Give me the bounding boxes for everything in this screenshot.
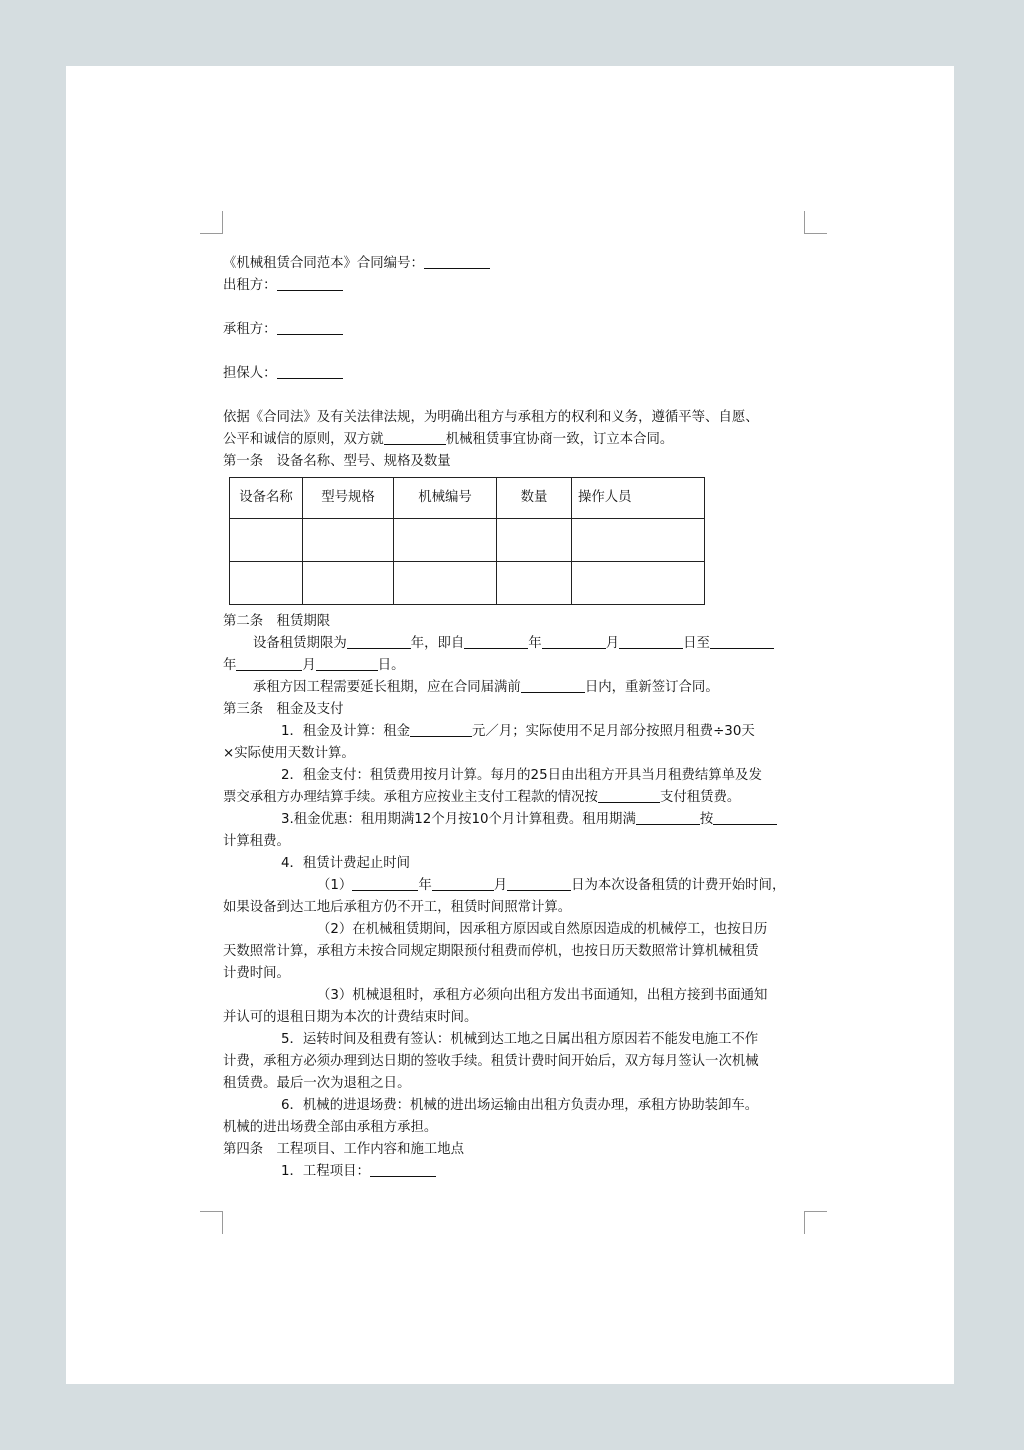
blank-lessor bbox=[277, 275, 343, 291]
header-equipment-name: 设备名称 bbox=[230, 478, 303, 519]
article-3-item-1-cont: ×实际使用天数计算。 bbox=[223, 746, 355, 761]
article-3-item-4-1-cont: 如果设备到达工地后承租方仍不开工，租赁时间照常计算。 bbox=[223, 900, 572, 915]
title-line: 《机械租赁合同范本》合同编号： bbox=[223, 253, 808, 275]
equipment-table bbox=[229, 477, 705, 605]
article-3-item-2-cont: 票交承租方办理结算手续。承租方应按业主支付工程款的情况按 支付租赁费。 bbox=[223, 787, 808, 809]
margin-corner-top-left bbox=[200, 211, 223, 234]
lessee-line: 承租方： bbox=[223, 319, 808, 341]
blank-guarantor bbox=[277, 363, 343, 379]
lessor-line: 出租方： bbox=[223, 275, 808, 297]
article-3-title: 第三条 租金及支付 bbox=[223, 702, 344, 717]
blank-contract-no bbox=[424, 253, 490, 269]
article-3-item-4-2-cont2: 计费时间。 bbox=[223, 966, 290, 981]
intro-paragraph-2: 公平和诚信的原则，双方就 机械租赁事宜协商一致，订立本合同。 bbox=[223, 429, 808, 451]
article-3-item-4-2: （2）在机械租赁期间，因承租方原因或自然原因造成的机械停工，也按日历 bbox=[317, 922, 768, 937]
guarantor-line: 担保人： bbox=[223, 363, 808, 385]
table-row bbox=[230, 562, 705, 605]
article-3-item-3-cont: 计算租费。 bbox=[223, 834, 290, 849]
article-4-item-1: 1．工程项目： bbox=[223, 1161, 808, 1183]
article-3-item-6: 6．机械的进退场费：机械的进出场运输由出租方负责办理，承租方协助装卸车。 bbox=[281, 1098, 759, 1113]
table-row bbox=[230, 519, 705, 562]
article-3-item-4-2-cont: 天数照常计算，承租方未按合同规定期限预付租费而停机，也按日历天数照常计算机械租赁 bbox=[223, 944, 759, 959]
margin-corner-bottom-left bbox=[200, 1211, 223, 1234]
article-3-item-4: 4．租赁计费起止时间 bbox=[281, 856, 411, 871]
header-operator: 操作人员 bbox=[572, 478, 705, 519]
document-page bbox=[66, 66, 954, 1384]
article-3-item-4-3: （3）机械退租时，承租方必须向出租方发出书面通知，出租方接到书面通知 bbox=[317, 988, 768, 1003]
article-3-item-4-1: （1） 年 月 日为本次设备租赁的计费开始时间， bbox=[223, 875, 808, 897]
article-2-line-2: 年 月 日。 bbox=[223, 655, 808, 677]
table-header-row bbox=[230, 478, 705, 519]
document-body[interactable] bbox=[223, 253, 808, 1183]
article-4-title: 第四条 工程项目、工作内容和施工地点 bbox=[223, 1142, 465, 1157]
article-2-title: 第二条 租赁期限 bbox=[223, 614, 331, 629]
article-3-item-2: 2．租金支付：租赁费用按月计算。每月的25日由出租方开具当月租费结算单及发 bbox=[281, 768, 762, 783]
article-3-item-5-cont: 计费，承租方必须办理到达日期的签收手续。租赁计费时间开始后，双方每月签认一次机械 bbox=[223, 1054, 759, 1069]
article-3-item-4-3-cont: 并认可的退租日期为本次的计费结束时间。 bbox=[223, 1010, 478, 1025]
article-3-item-5-cont2: 租赁费。最后一次为退租之日。 bbox=[223, 1076, 411, 1091]
article-3-item-1: 1．租金及计算：租金 元／月；实际使用不足月部分按照月租费÷30天 bbox=[223, 721, 808, 743]
header-machine-no: 机械编号 bbox=[394, 478, 497, 519]
blank-lessee bbox=[277, 319, 343, 335]
article-3-item-5: 5．运转时间及租费有签认：机械到达工地之日属出租方原因若不能发电施工不作 bbox=[281, 1032, 759, 1047]
header-quantity: 数量 bbox=[497, 478, 572, 519]
margin-corner-top-right bbox=[804, 211, 827, 234]
intro-paragraph: 依据《合同法》及有关法律法规，为明确出租方与承租方的权利和义务，遵循平等、自愿、 bbox=[223, 410, 759, 425]
article-3-item-6-cont: 机械的进出场费全部由承租方承担。 bbox=[223, 1120, 438, 1135]
article-2-line-3: 承租方因工程需要延长租期，应在合同届满前 日内，重新签订合同。 bbox=[223, 677, 808, 699]
margin-corner-bottom-right bbox=[804, 1211, 827, 1234]
article-2-line-1: 设备租赁期限为 年，即自 年 月 日至 bbox=[223, 633, 808, 655]
article-3-item-3: 3.租金优惠：租用期满12个月按10个月计算租费。租用期满 按 bbox=[223, 809, 808, 831]
article-1-title: 第一条 设备名称、型号、规格及数量 bbox=[223, 454, 451, 469]
header-model-spec: 型号规格 bbox=[303, 478, 394, 519]
